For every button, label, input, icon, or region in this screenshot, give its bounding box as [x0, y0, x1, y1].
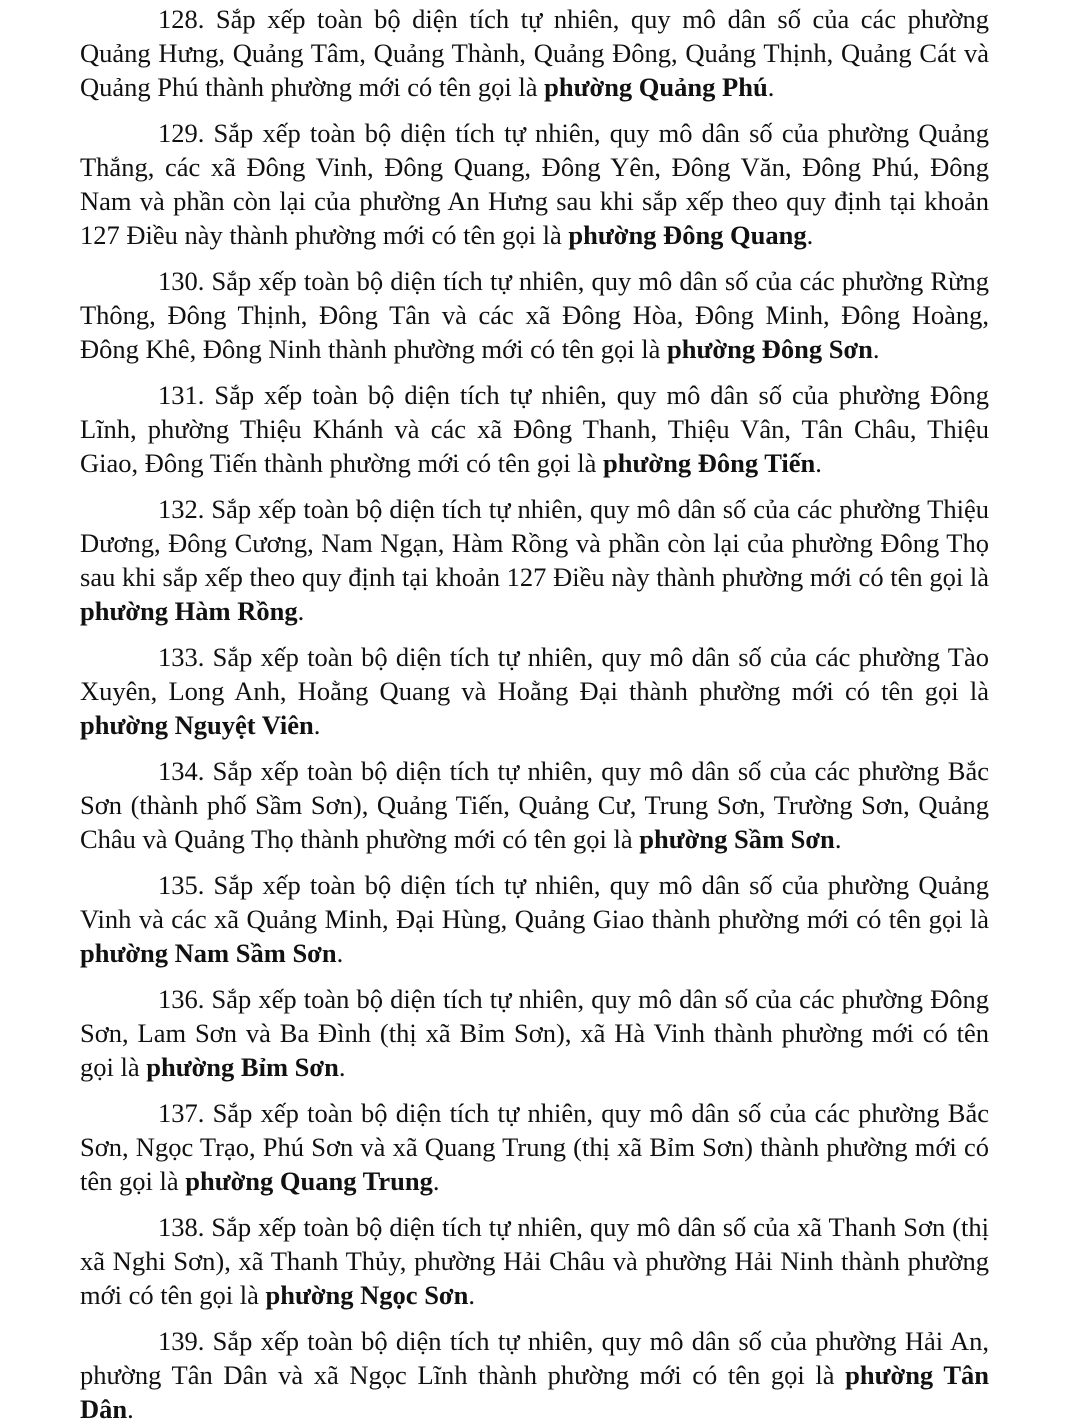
new-ward-name: phường Đông Tiến — [603, 448, 816, 478]
new-ward-name: phường Quảng Phú — [544, 72, 768, 102]
clause-end: . — [338, 1052, 346, 1082]
clause-number: 139. — [158, 1326, 205, 1356]
clause-text: Sắp xếp toàn bộ diện tích tự nhiên, quy mô dân số của phường Hải An, phường Tân Dân và xã Ngọc Lĩnh thành phường mới có tên gọi là — [80, 1326, 989, 1390]
clause-text: Sắp xếp toàn bộ diện tích tự nhiên, quy mô dân số của các phường Thiệu Dương, Đông Cương, Nam Ngạn, Hàm Rồng và phần còn lại của phường Đông Thọ sau khi sắp xếp theo quy định tại khoản 127 Điều này thành phường mới có tên gọi là — [80, 494, 989, 592]
clause-134 — [80, 754, 989, 856]
clause-135 — [80, 868, 989, 970]
clause-131 — [80, 378, 989, 480]
clause-number: 137. — [158, 1098, 205, 1128]
clause-number: 131. — [158, 380, 205, 410]
clause-text: Sắp xếp toàn bộ diện tích tự nhiên, quy mô dân số của phường Quảng Thắng, các xã Đông Vinh, Đông Quang, Đông Yên, Đông Văn, Đông Phú, Đông Nam và phần còn lại của phường An Hưng sau khi sắp xếp theo quy định tại khoản 127 Điều này thành phường mới có tên gọi là — [80, 118, 989, 250]
clause-number: 128. — [158, 4, 205, 34]
clause-end: . — [767, 72, 775, 102]
clause-133 — [80, 640, 989, 742]
clause-136 — [80, 982, 989, 1084]
clause-end: . — [297, 596, 305, 626]
clause-end: . — [336, 938, 344, 968]
new-ward-name: phường Bỉm Sơn — [146, 1052, 339, 1082]
clause-138 — [80, 1210, 989, 1312]
clause-text: Sắp xếp toàn bộ diện tích tự nhiên, quy mô dân số của các phường Bắc Sơn (thành phố Sầm Sơn), Quảng Tiến, Quảng Cư, Trung Sơn, Trường Sơn, Quảng Châu và Quảng Thọ thành phường mới có tên gọi là — [80, 756, 989, 854]
clause-number: 134. — [158, 756, 205, 786]
clause-text: Sắp xếp toàn bộ diện tích tự nhiên, quy mô dân số của các phường Rừng Thông, Đông Thịnh, Đông Tân và các xã Đông Hòa, Đông Minh, Đông Hoàng, Đông Khê, Đông Ninh thành phường mới có tên gọi là — [80, 266, 989, 364]
clause-text: Sắp xếp toàn bộ diện tích tự nhiên, quy mô dân số của các phường Bắc Sơn, Ngọc Trạo, Phú Sơn và xã Quang Trung (thị xã Bỉm Sơn) thành phường mới có tên gọi là — [80, 1098, 989, 1196]
clause-text: Sắp xếp toàn bộ diện tích tự nhiên, quy mô dân số của các phường Đông Sơn, Lam Sơn và Ba Đình (thị xã Bỉm Sơn), xã Hà Vinh thành phường mới có tên gọi là — [80, 984, 989, 1082]
clause-number: 135. — [158, 870, 205, 900]
clause-number: 129. — [158, 118, 205, 148]
clause-129 — [80, 116, 989, 252]
clause-139 — [80, 1324, 989, 1426]
new-ward-name: phường Hàm Rồng — [80, 596, 298, 626]
clause-end: . — [834, 824, 842, 854]
new-ward-name: phường Quang Trung — [185, 1166, 433, 1196]
clause-end: . — [806, 220, 814, 250]
new-ward-name: phường Đông Quang — [568, 220, 807, 250]
clause-end: . — [468, 1280, 475, 1310]
new-ward-name: phường Nam Sầm Sơn — [80, 938, 337, 968]
clause-end: . — [872, 334, 880, 364]
clause-number: 136. — [158, 984, 205, 1014]
clause-number: 130. — [158, 266, 205, 296]
clause-text: Sắp xếp toàn bộ diện tích tự nhiên, quy mô dân số của phường Quảng Vinh và các xã Quảng Minh, Đại Hùng, Quảng Giao thành phường mới có tên gọi là — [80, 870, 989, 934]
clause-end: . — [313, 710, 321, 740]
clause-text: Sắp xếp toàn bộ diện tích tự nhiên, quy mô dân số của các phường Tào Xuyên, Long Anh, Hoằng Quang và Hoằng Đại thành phường mới có tên gọi là — [80, 642, 989, 706]
new-ward-name: phường Tân Dân — [80, 1360, 989, 1424]
clause-text: Sắp xếp toàn bộ diện tích tự nhiên, quy mô dân số của các phường Quảng Hưng, Quảng Tâm, Quảng Thành, Quảng Đông, Quảng Thịnh, Quảng Cát và Quảng Phú thành phường mới có tên gọi là — [80, 4, 989, 102]
new-ward-name: phường Nguyệt Viên — [80, 710, 314, 740]
clause-number: 138. — [158, 1212, 205, 1242]
clause-number: 133. — [158, 642, 205, 672]
clause-end: . — [815, 448, 822, 478]
clause-137 — [80, 1096, 989, 1198]
clause-130 — [80, 264, 989, 366]
clause-132 — [80, 492, 989, 628]
clause-text: Sắp xếp toàn bộ diện tích tự nhiên, quy mô dân số của phường Đông Lĩnh, phường Thiệu Khánh và các xã Đông Thanh, Thiệu Vân, Tân Châu, Thiệu Giao, Đông Tiến thành phường mới có tên gọi là — [80, 380, 989, 478]
clause-end: . — [127, 1394, 134, 1424]
clause-text: Sắp xếp toàn bộ diện tích tự nhiên, quy mô dân số của xã Thanh Sơn (thị xã Nghi Sơn), xã Thanh Thủy, phường Hải Châu và phường Hải Ninh thành phường mới có tên gọi là — [80, 1212, 989, 1310]
clause-number: 132. — [158, 494, 205, 524]
new-ward-name: phường Sầm Sơn — [639, 824, 835, 854]
new-ward-name: phường Đông Sơn — [667, 334, 873, 364]
clause-128 — [80, 2, 989, 104]
new-ward-name: phường Ngọc Sơn — [265, 1280, 469, 1310]
clause-end: . — [432, 1166, 440, 1196]
